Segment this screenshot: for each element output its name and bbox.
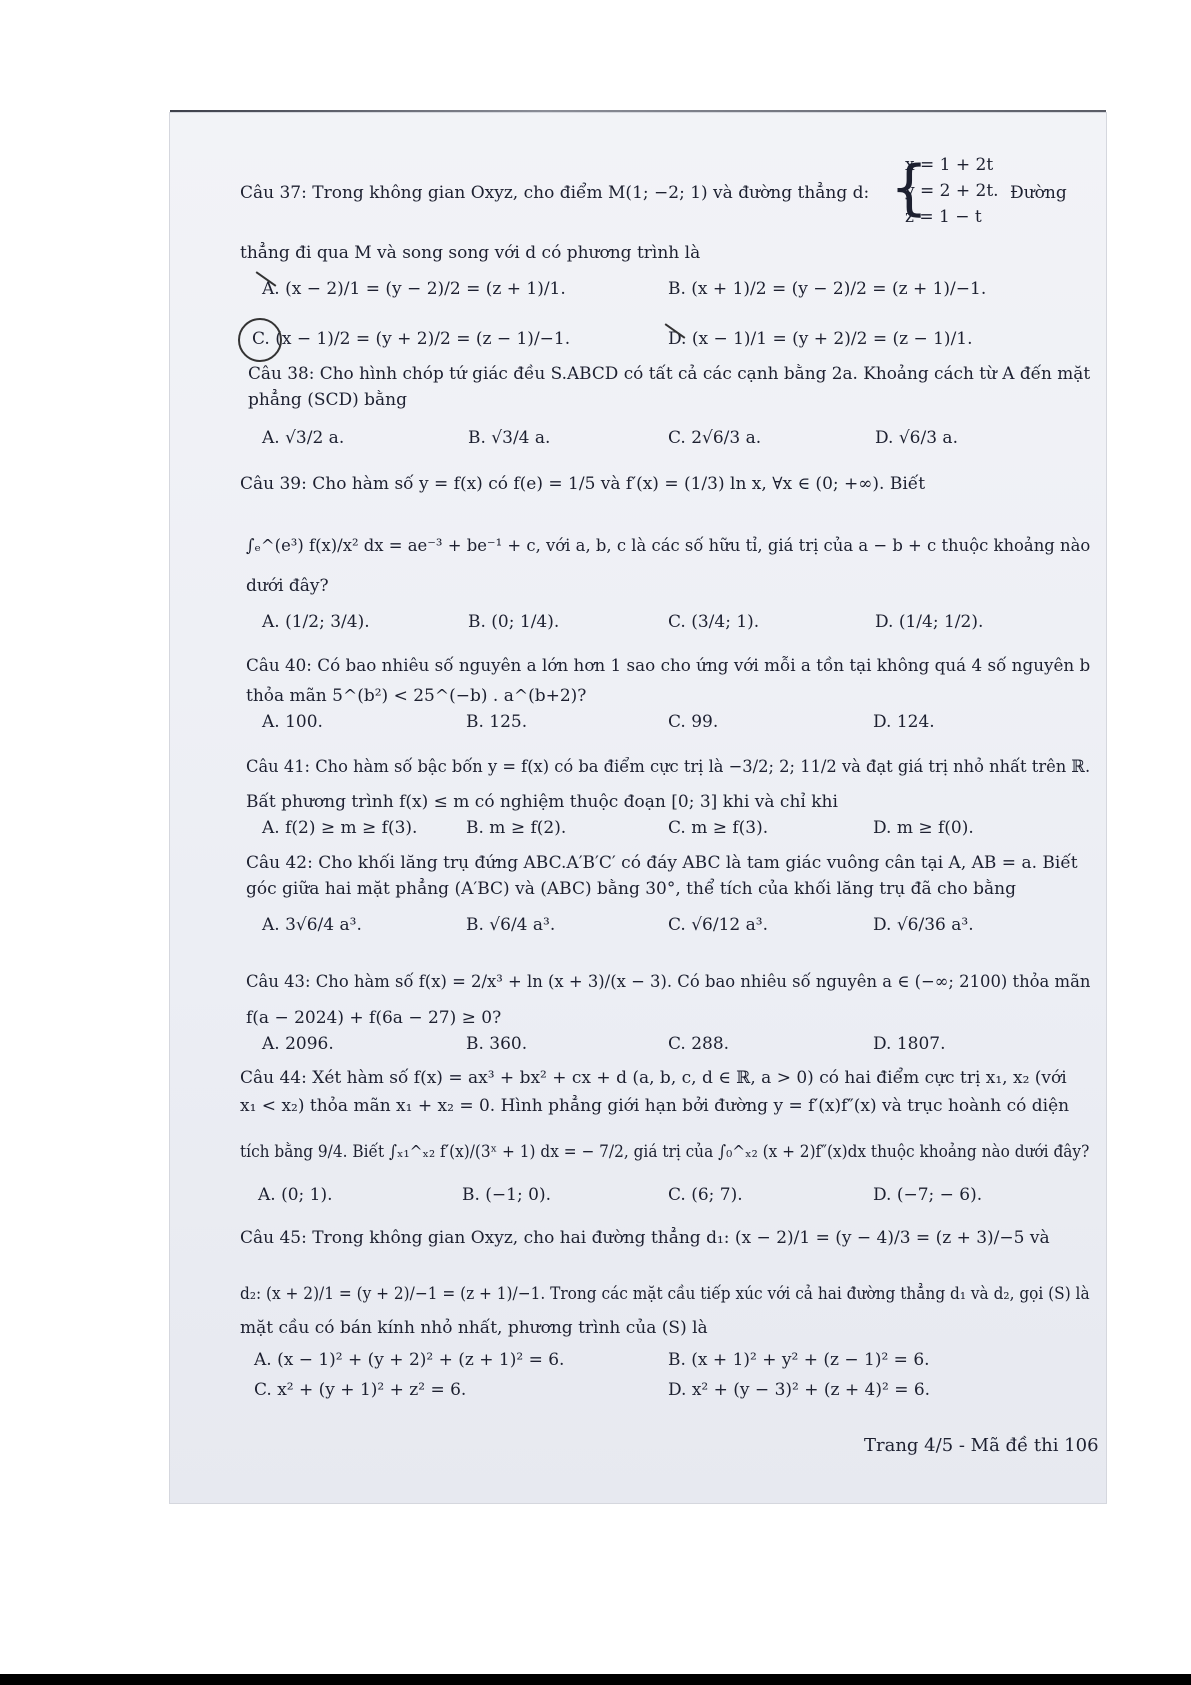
q44-line2: x₁ < x₂) thỏa mãn x₁ + x₂ = 0. Hình phẳng giới hạn bởi đường y = f′(x)f″(x) và trục hoành có diện	[240, 1096, 1070, 1116]
q39-line1: Câu 39: Cho hàm số y = f(x) có f(e) = 1/5 và f′(x) = (1/3) ln x, ∀x ∈ (0; +∞). Biết	[240, 474, 926, 494]
q41-line1: Câu 41: Cho hàm số bậc bốn y = f(x) có ba điểm cực trị là −3/2; 2; 11/2 và đạt giá trị nhỏ nhất trên ℝ.	[246, 757, 1091, 777]
q45-option-c: C. x² + (y + 1)² + z² = 6.	[254, 1380, 467, 1400]
q45-line2: d₂: (x + 2)/1 = (y + 2)/−1 = (z + 1)/−1. Trong các mặt cầu tiếp xúc với cả hai đường thẳng d₁ và d₂, gọi (S) là	[240, 1284, 1090, 1304]
bottom-border	[0, 1674, 1191, 1685]
q39-line3: dưới đây?	[246, 576, 329, 596]
q40-option-b: B. 125.	[466, 712, 528, 732]
q37-option-a: A. (x − 2)/1 = (y − 2)/2 = (z + 1)/1.	[262, 279, 566, 299]
q37-system-z: z = 1 − t	[905, 207, 982, 227]
q39-option-d: D. (1/4; 1/2).	[875, 612, 984, 632]
q41-option-d: D. m ≥ f(0).	[873, 818, 974, 838]
q42-option-d: D. √6/36 a³.	[873, 915, 974, 935]
q39-option-a: A. (1/2; 3/4).	[262, 612, 370, 632]
q43-option-c: C. 288.	[668, 1034, 730, 1054]
q40-option-a: A. 100.	[262, 712, 323, 732]
q37-brace: {	[890, 153, 929, 223]
q43-option-b: B. 360.	[466, 1034, 528, 1054]
q43-option-d: D. 1807.	[873, 1034, 946, 1054]
q41-line2: Bất phương trình f(x) ≤ m có nghiệm thuộc đoạn [0; 3] khi và chỉ khi	[246, 792, 838, 812]
q41-option-a: A. f(2) ≥ m ≥ f(3).	[262, 818, 418, 838]
q39-line2: ∫ₑ^(e³) f(x)/x² dx = ae⁻³ + be⁻¹ + c, với a, b, c là các số hữu tỉ, giá trị của a − b + c thuộc khoảng nào	[246, 536, 1091, 556]
handwritten-circle-mark	[238, 318, 282, 362]
q42-option-c: C. √6/12 a³.	[668, 915, 768, 935]
q40-line1: Câu 40: Có bao nhiêu số nguyên a lớn hơn 1 sao cho ứng với mỗi a tồn tại không quá 4 số nguyên b	[246, 656, 1091, 676]
q45-line1: Câu 45: Trong không gian Oxyz, cho hai đường thẳng d₁: (x − 2)/1 = (y − 4)/3 = (z + 3)/−5 và	[240, 1228, 1050, 1248]
q37-after-system: Đường	[1010, 183, 1067, 203]
q44-option-b: B. (−1; 0).	[462, 1185, 551, 1205]
q42-option-a: A. 3√6/4 a³.	[262, 915, 362, 935]
q37-option-b: B. (x + 1)/2 = (y − 2)/2 = (z + 1)/−1.	[668, 279, 987, 299]
q37-line1: Câu 37: Trong không gian Oxyz, cho điểm M(1; −2; 1) và đường thẳng d:	[240, 183, 870, 203]
q45-option-a: A. (x − 1)² + (y + 2)² + (z + 1)² = 6.	[254, 1350, 565, 1370]
q40-line2: thỏa mãn 5^(b²) < 25^(−b) . a^(b+2)?	[246, 686, 587, 706]
page-footer: Trang 4/5 - Mã đề thi 106	[864, 1435, 1099, 1456]
q45-option-d: D. x² + (y − 3)² + (z + 4)² = 6.	[668, 1380, 931, 1400]
q44-option-d: D. (−7; − 6).	[873, 1185, 983, 1205]
q37-system-y: y = 2 + 2t.	[905, 181, 999, 201]
q44-line3: tích bằng 9/4. Biết ∫ₓ₁^ₓ₂ f′(x)/(3ˣ + 1) dx = − 7/2, giá trị của ∫₀^ₓ₂ (x + 2)f″(x)dx thuộc khoảng nào dưới đây?	[240, 1142, 1090, 1162]
q37-option-d: D. (x − 1)/1 = (y + 2)/2 = (z − 1)/1.	[668, 329, 973, 349]
q38-line2: phẳng (SCD) bằng	[248, 390, 408, 410]
q44-option-a: A. (0; 1).	[258, 1185, 333, 1205]
q44-option-c: C. (6; 7).	[668, 1185, 743, 1205]
q38-option-b: B. √3/4 a.	[468, 428, 551, 448]
q40-option-d: D. 124.	[873, 712, 935, 732]
q41-option-b: B. m ≥ f(2).	[466, 818, 567, 838]
q38-option-d: D. √6/3 a.	[875, 428, 958, 448]
q43-option-a: A. 2096.	[262, 1034, 334, 1054]
q41-option-c: C. m ≥ f(3).	[668, 818, 769, 838]
q40-option-c: C. 99.	[668, 712, 719, 732]
q37-system-x: x = 1 + 2t	[905, 155, 994, 175]
q42-line1: Câu 42: Cho khối lăng trụ đứng ABC.A′B′C′ có đáy ABC là tam giác vuông cân tại A, AB = a. Biết	[246, 853, 1078, 873]
q43-line2: f(a − 2024) + f(6a − 27) ≥ 0?	[246, 1008, 502, 1028]
q39-option-c: C. (3/4; 1).	[668, 612, 760, 632]
q37-line2: thẳng đi qua M và song song với d có phương trình là	[240, 243, 701, 263]
q37-option-c: C. (x − 1)/2 = (y + 2)/2 = (z − 1)/−1.	[252, 329, 571, 349]
q42-option-b: B. √6/4 a³.	[466, 915, 556, 935]
q38-line1: Câu 38: Cho hình chóp tứ giác đều S.ABCD có tất cả các cạnh bằng 2a. Khoảng cách từ A đến mặt	[248, 364, 1091, 384]
q38-option-a: A. √3/2 a.	[262, 428, 345, 448]
q39-option-b: B. (0; 1/4).	[468, 612, 560, 632]
q38-option-c: C. 2√6/3 a.	[668, 428, 762, 448]
q45-option-b: B. (x + 1)² + y² + (z − 1)² = 6.	[668, 1350, 930, 1370]
q44-line1: Câu 44: Xét hàm số f(x) = ax³ + bx² + cx + d (a, b, c, d ∈ ℝ, a > 0) có hai điểm cực trị x₁, x₂ (với	[240, 1068, 1067, 1088]
q42-line2: góc giữa hai mặt phẳng (A′BC) và (ABC) bằng 30°, thể tích của khối lăng trụ đã cho bằng	[246, 879, 1016, 899]
q43-line1: Câu 43: Cho hàm số f(x) = 2/x³ + ln (x + 3)/(x − 3). Có bao nhiêu số nguyên a ∈ (−∞; 2100) thỏa mãn	[246, 972, 1091, 992]
q45-line3: mặt cầu có bán kính nhỏ nhất, phương trình của (S) là	[240, 1318, 708, 1338]
q37-system	[905, 152, 999, 230]
